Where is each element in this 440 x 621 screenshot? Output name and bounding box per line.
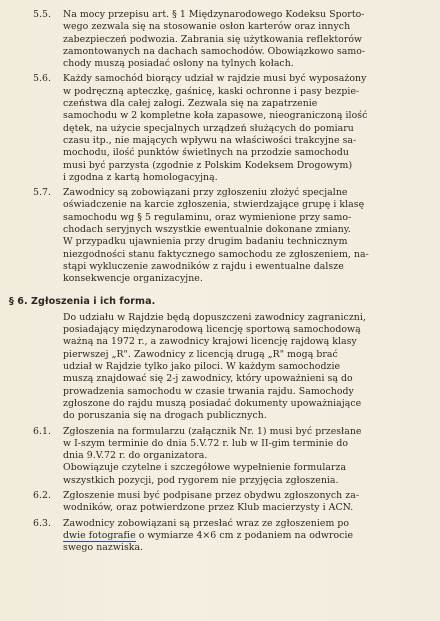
item-5-6 [9, 73, 430, 184]
text-line: w I-szym terminie do dnia 5.V.72 r. lub w II-gim terminie do [63, 437, 349, 449]
text-line: czeństwa dla całej załogi. Zezwala się na zapatrzenie [63, 98, 318, 110]
text-line: Każdy samochód biorący udział w rajdzie musi być wyposażony [63, 73, 367, 85]
item-5-7 [9, 187, 430, 285]
text-line: zamontowanych na dachach samochodów. Obowiązkowo samo- [63, 45, 366, 57]
item-number: 5.5. [33, 9, 52, 20]
underlined-phrase: dwie fotografie [63, 529, 136, 541]
text-line: konsekwencje organizacyjne. [63, 273, 203, 285]
text-line: musi być parzysta (zgodnie z Polskim Kodeksem Drogowym) [63, 159, 353, 171]
text-line: Zgłoszenia na formularzu (załącznik Nr. 1) musi być przesłane [63, 425, 362, 437]
text-line: i zgodna z kartą homologacyjną. [63, 171, 218, 183]
text-line: zabezpieczeń podwozia. Zabrania się użytkowania reflektorów [63, 33, 363, 45]
text-line: zgłoszone do rajdu muszą posiadać dokumenty upoważniające [63, 397, 362, 409]
text-line: do poruszania się na drogach publicznych. [63, 410, 267, 422]
section-heading: § 6. Zgłoszenia i ich forma. [9, 295, 156, 307]
item-6-3 [9, 518, 430, 555]
text-line: Obowiązuje czytelne i szczegółowe wypełnienie formularza [63, 462, 347, 474]
text-line: Zawodnicy są zobowiązani przy zgłoszeniu złożyć specjalne [63, 187, 348, 199]
text-line: czasu itp., nie mających wpływu na właściwości trakcyjne sa- [63, 134, 357, 146]
text-line: wodników, oraz potwierdzone przez Klub macierzysty i ACN. [63, 502, 354, 514]
text-line-underlined: dwie fotografie o wymiarze 4×6 cm z podaniem na odwrocie [63, 529, 354, 541]
item-number: 6.3. [33, 517, 52, 529]
text-line: dnia 9.V.72 r. do organizatora. [63, 450, 208, 462]
text-line: chody muszą posiadać osłony na tylnych kołach. [63, 58, 294, 70]
text-line: wszystkich pozycji, pod rygorem nie przyjęcia zgłoszenia. [63, 474, 339, 486]
text-line: Zawodnicy zobowiązani są przesłać wraz ze zgłoszeniem po [63, 517, 350, 529]
section-intro [9, 312, 430, 423]
text-line: chodach seryjnych wszystkie ewentualnie dokonane zmiany. [63, 224, 351, 236]
text-line: Na mocy przepisu art. § 1 Międzynarodowego Kodeksu Sporto- [63, 9, 365, 20]
text-line: samochodu wg § 5 regulaminu, oraz wymienione przy samo- [63, 211, 352, 223]
text-line: ważną na 1972 r., a zawodnicy krajowi licencję rajdową klasy [63, 336, 357, 348]
item-number: 6.1. [33, 425, 52, 437]
item-number: 6.2. [33, 489, 52, 501]
text-line: prowadzenia samochodu w czasie trwania rajdu. Samochody [63, 385, 354, 397]
text-line: udział w Rajdzie tylko jako piloci. W każdym samochodzie [63, 361, 341, 373]
text-line: pierwszej „R". Zawodnicy z licencją drugą „R" mogą brać [63, 348, 338, 360]
text-line: Do udziału w Rajdzie będą dopuszczeni zawodnicy zagraniczni, [63, 311, 366, 323]
text-line: oświadczenie na karcie zgłoszenia, stwierdzające grupę i klasę [63, 199, 365, 211]
text-line: mochodu, ilość punktów świetlnych na przodzie samochodu [63, 147, 349, 159]
text-line: stąpi wykluczenie zawodników z rajdu i ewentualne dalsze [63, 260, 344, 272]
text-line: W przypadku ujawnienia przy drugim badaniu technicznym [63, 236, 348, 248]
text-line: wego zezwala się na stosowanie osłon karterów oraz innych [63, 21, 351, 33]
text-line: dętek, na użycie specjalnych urządzeń służących do pomiaru [63, 122, 354, 134]
text-line: swego nazwiska. [63, 542, 144, 554]
item-5-5 [9, 9, 430, 70]
text-line: samochodu w 2 kompletne koła zapasowe, nieograniczoną ilość [63, 110, 368, 122]
text-line: w podręczną apteczkę, gaśnicę, kaski ochronne i pasy bezpie- [63, 85, 360, 97]
item-6-2 [9, 490, 430, 515]
text-line: Zgłoszenie musi być podpisane przez obydwu zgłoszonych za- [63, 489, 360, 501]
item-number: 5.6. [33, 73, 52, 85]
text-line: muszą znajdować się 2-j zawodnicy, który upoważnieni są do [63, 373, 353, 385]
item-6-1 [9, 426, 430, 487]
text-line: niezgodności stanu faktycznego samochodu ze zgłoszeniem, na- [63, 248, 369, 260]
text-line: posiadający międzynarodową licencję sportową samochodową [63, 324, 361, 336]
item-number: 5.7. [33, 187, 52, 199]
